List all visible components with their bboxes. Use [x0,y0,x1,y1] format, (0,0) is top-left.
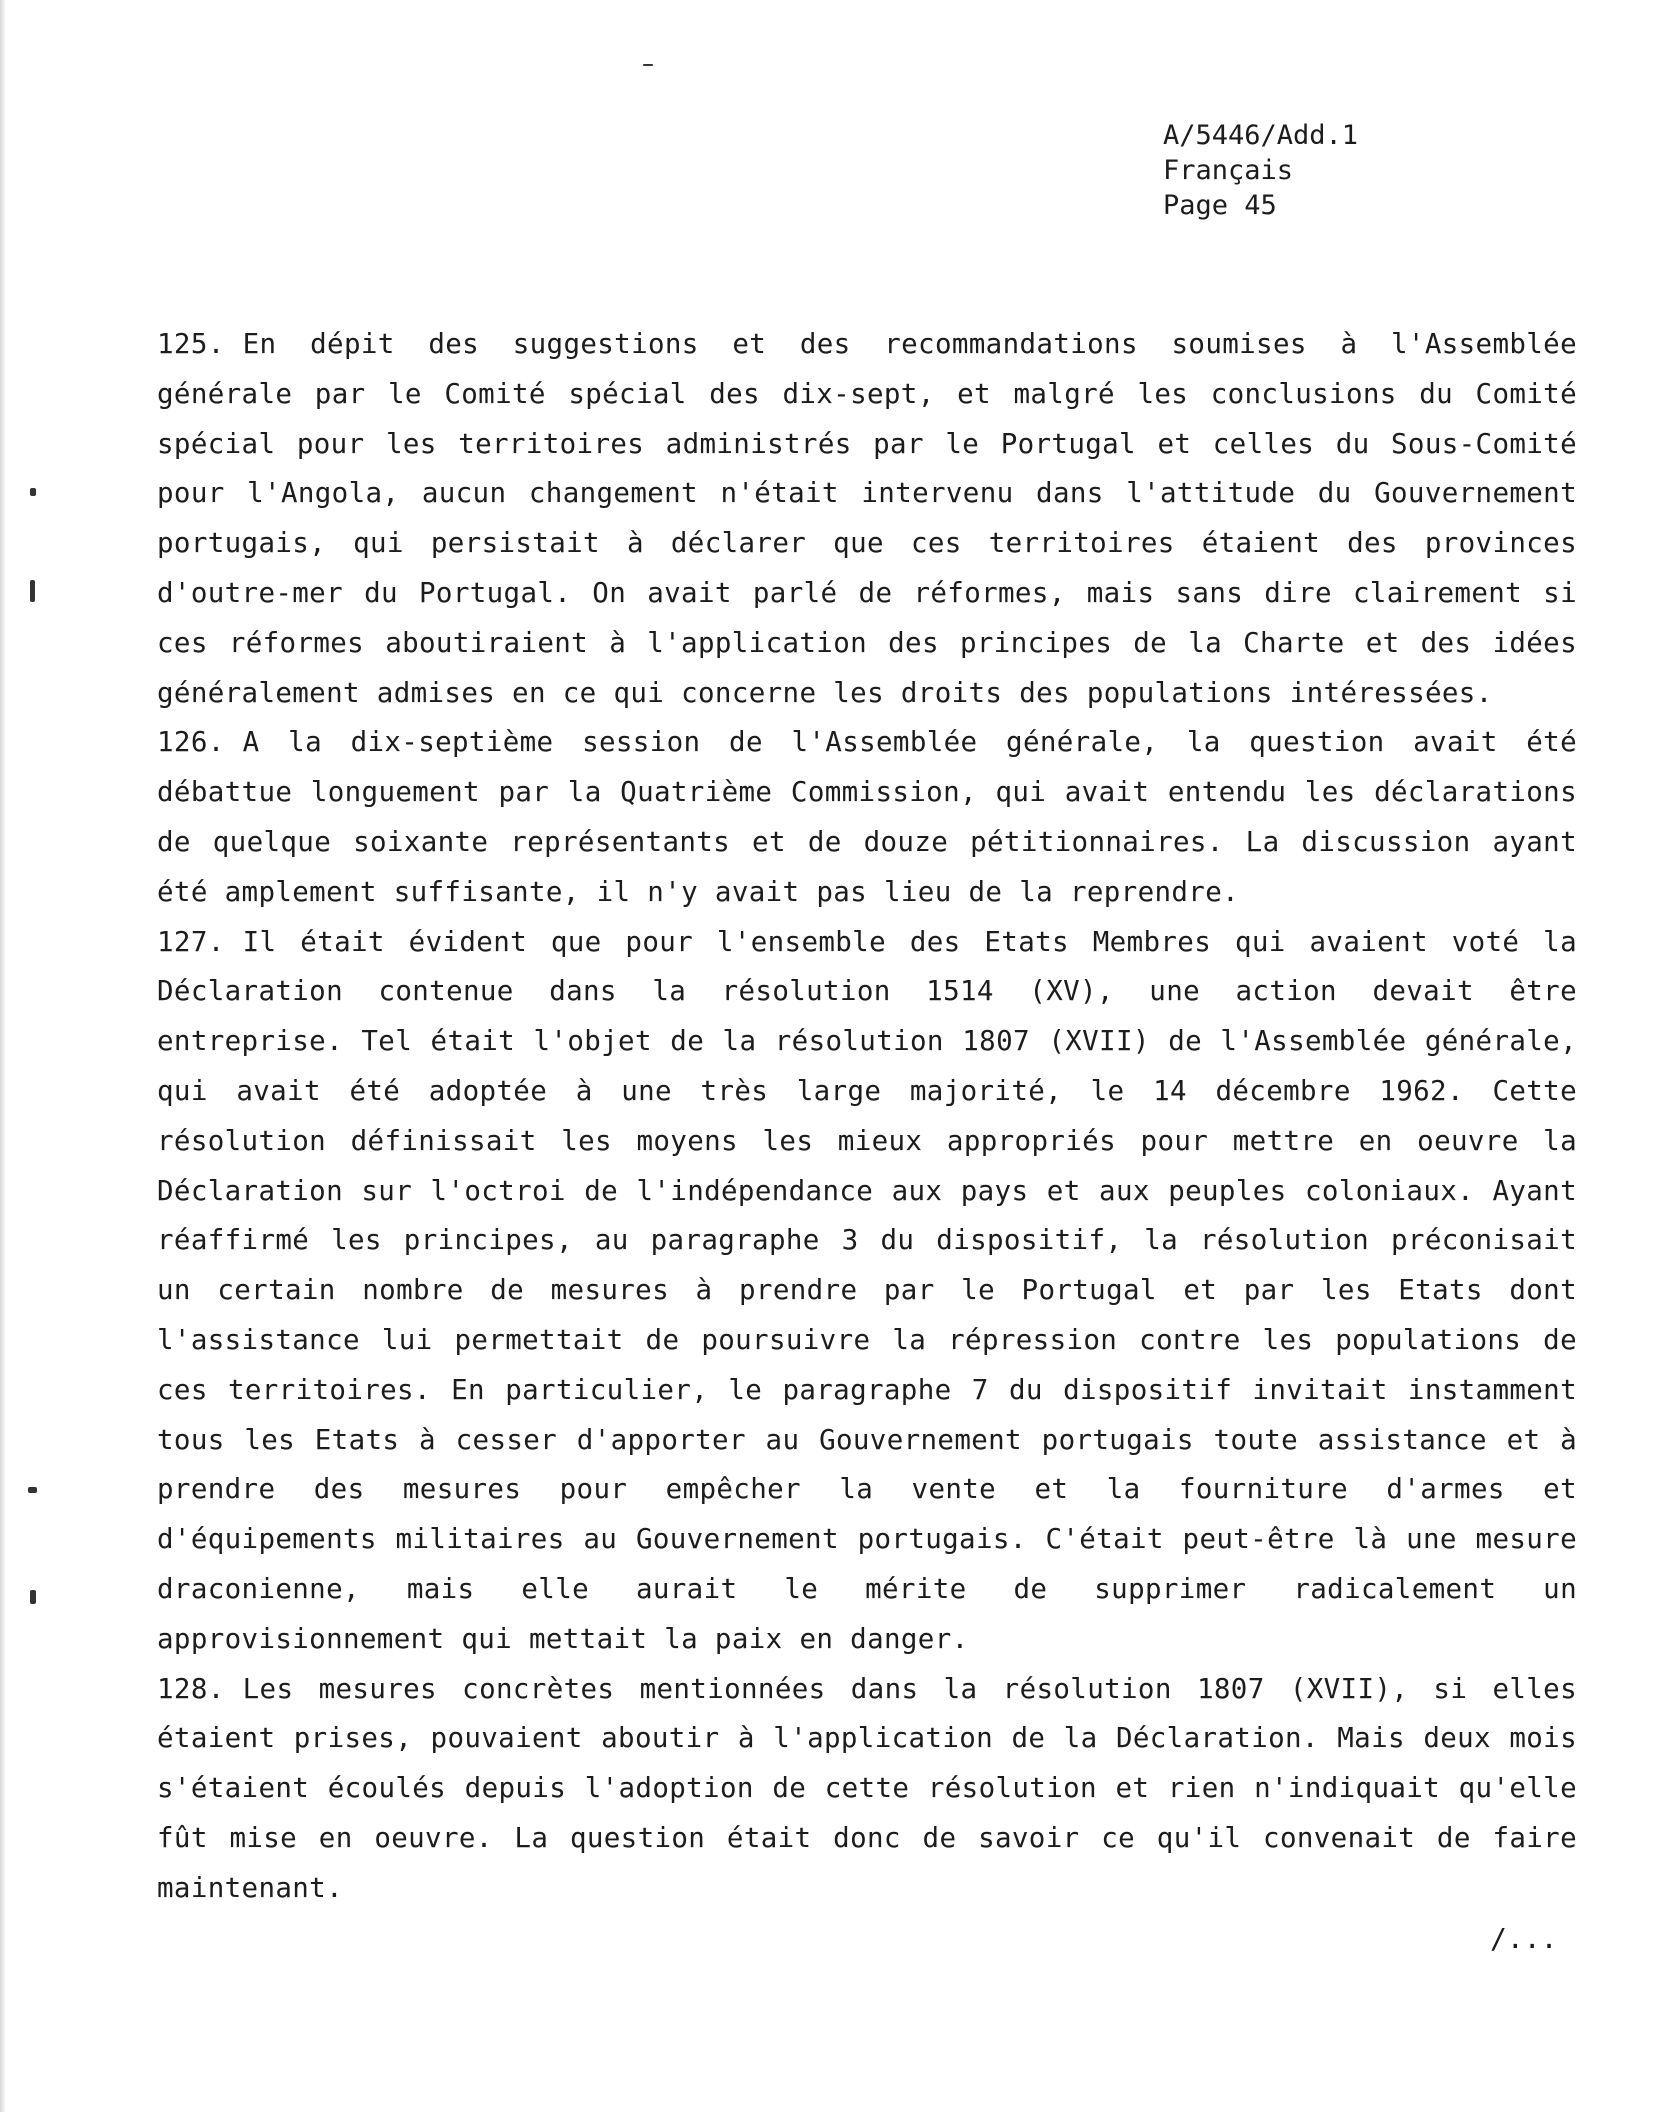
scan-speck [30,488,36,496]
document-symbol: A/5446/Add.1 [1163,120,1359,151]
paragraph-127 [157,918,1577,1665]
document-language: Français [1163,155,1294,186]
scan-speck [28,1487,37,1493]
scan-edge [0,0,6,2112]
scan-speck [30,1590,36,1604]
paragraph-text: Les mesures concrètes mentionnées dans la résolution 1807 (XVII), si elles étaient prises, pouvaient aboutir à l'application de la Déclaration. Mais deux mois s'étaient écoulés depuis l'adoption de cette résolution et rien n'indiquait qu'elle fût mise en oeuvre. La question était donc de savoir ce qu'il convenait de faire maintenant. [157,1672,1577,1904]
continuation-mark: /... [1490,1922,1558,1955]
document-body [157,320,1577,1914]
document-header [1163,118,1358,223]
paragraph-text: A la dix-septième session de l'Assemblée générale, la question avait été débattue longuement par la Quatrième Commission, qui avait entendu les déclarations de quelque soixante représentants et de douze pétitionnaires. La discussion ayant été amplement suffisante, il n'y avait pas lieu de la reprendre. [157,726,1577,908]
paragraph-128 [157,1665,1577,1914]
paragraph-text: Il était évident que pour l'ensemble des Etats Membres qui avaient voté la Déclaration contenue dans la résolution 1514 (XV), une action devait être entreprise. Tel était l'objet de la résolution 1807 (XVII) de l'Assemblée générale, qui avait été adoptée à une très large majorité, le 14 décembre 1962. Cette résolution définissait les moyens les mieux appropriés pour mettre en oeuvre la Déclaration sur l'octroi de l'indépendance aux pays et aux peuples coloniaux. Ayant réaffirmé les principes, au paragraphe 3 du dispositif, la résolution préconisait un certain nombre de mesures à prendre par le Portugal et par les Etats dont l'assistance lui permettait de poursuivre la répression contre les populations de ces territoires. En particulier, le paragraphe 7 du dispositif invitait instamment tous les Etats à cesser d'apporter au Gouvernement portugais toute assistance et à prendre des mesures pour empêcher la vente et la fourniture d'armes et d'équipements militaires au Gouvernement portugais. C'était peut-être là une mesure draconienne, mais elle aurait le mérite de supprimer radicalement un approvisionnement qui mettait la paix en danger. [157,925,1577,1655]
scan-speck [643,64,653,66]
paragraph-number: 127. [157,925,225,958]
paragraph-number: 125. [157,328,225,360]
paragraph-125 [157,320,1577,718]
paragraph-number: 126. [157,726,225,759]
paragraph-text: En dépit des suggestions et des recommandations soumises à l'Assemblée générale par le Comité spécial des dix-sept, et malgré les conclusions du Comité spécial pour les territoires administrés par le Portugal et celles du Sous-Comité pour l'Angola, aucun changement n'était intervenu dans l'attitude du Gouvernement portugais, qui persistait à déclarer que ces territoires étaient des provinces d'outre-mer du Portugal. On avait parlé de réformes, mais sans dire clairement si ces réformes aboutiraient à l'application des principes de la Charte et des idées généralement admises en ce qui concerne les droits des populations intéressées. [157,328,1577,709]
page-number: Page 45 [1163,190,1277,221]
paragraph-number: 128. [157,1672,225,1705]
scan-speck [30,580,35,602]
paragraph-126 [157,718,1577,917]
